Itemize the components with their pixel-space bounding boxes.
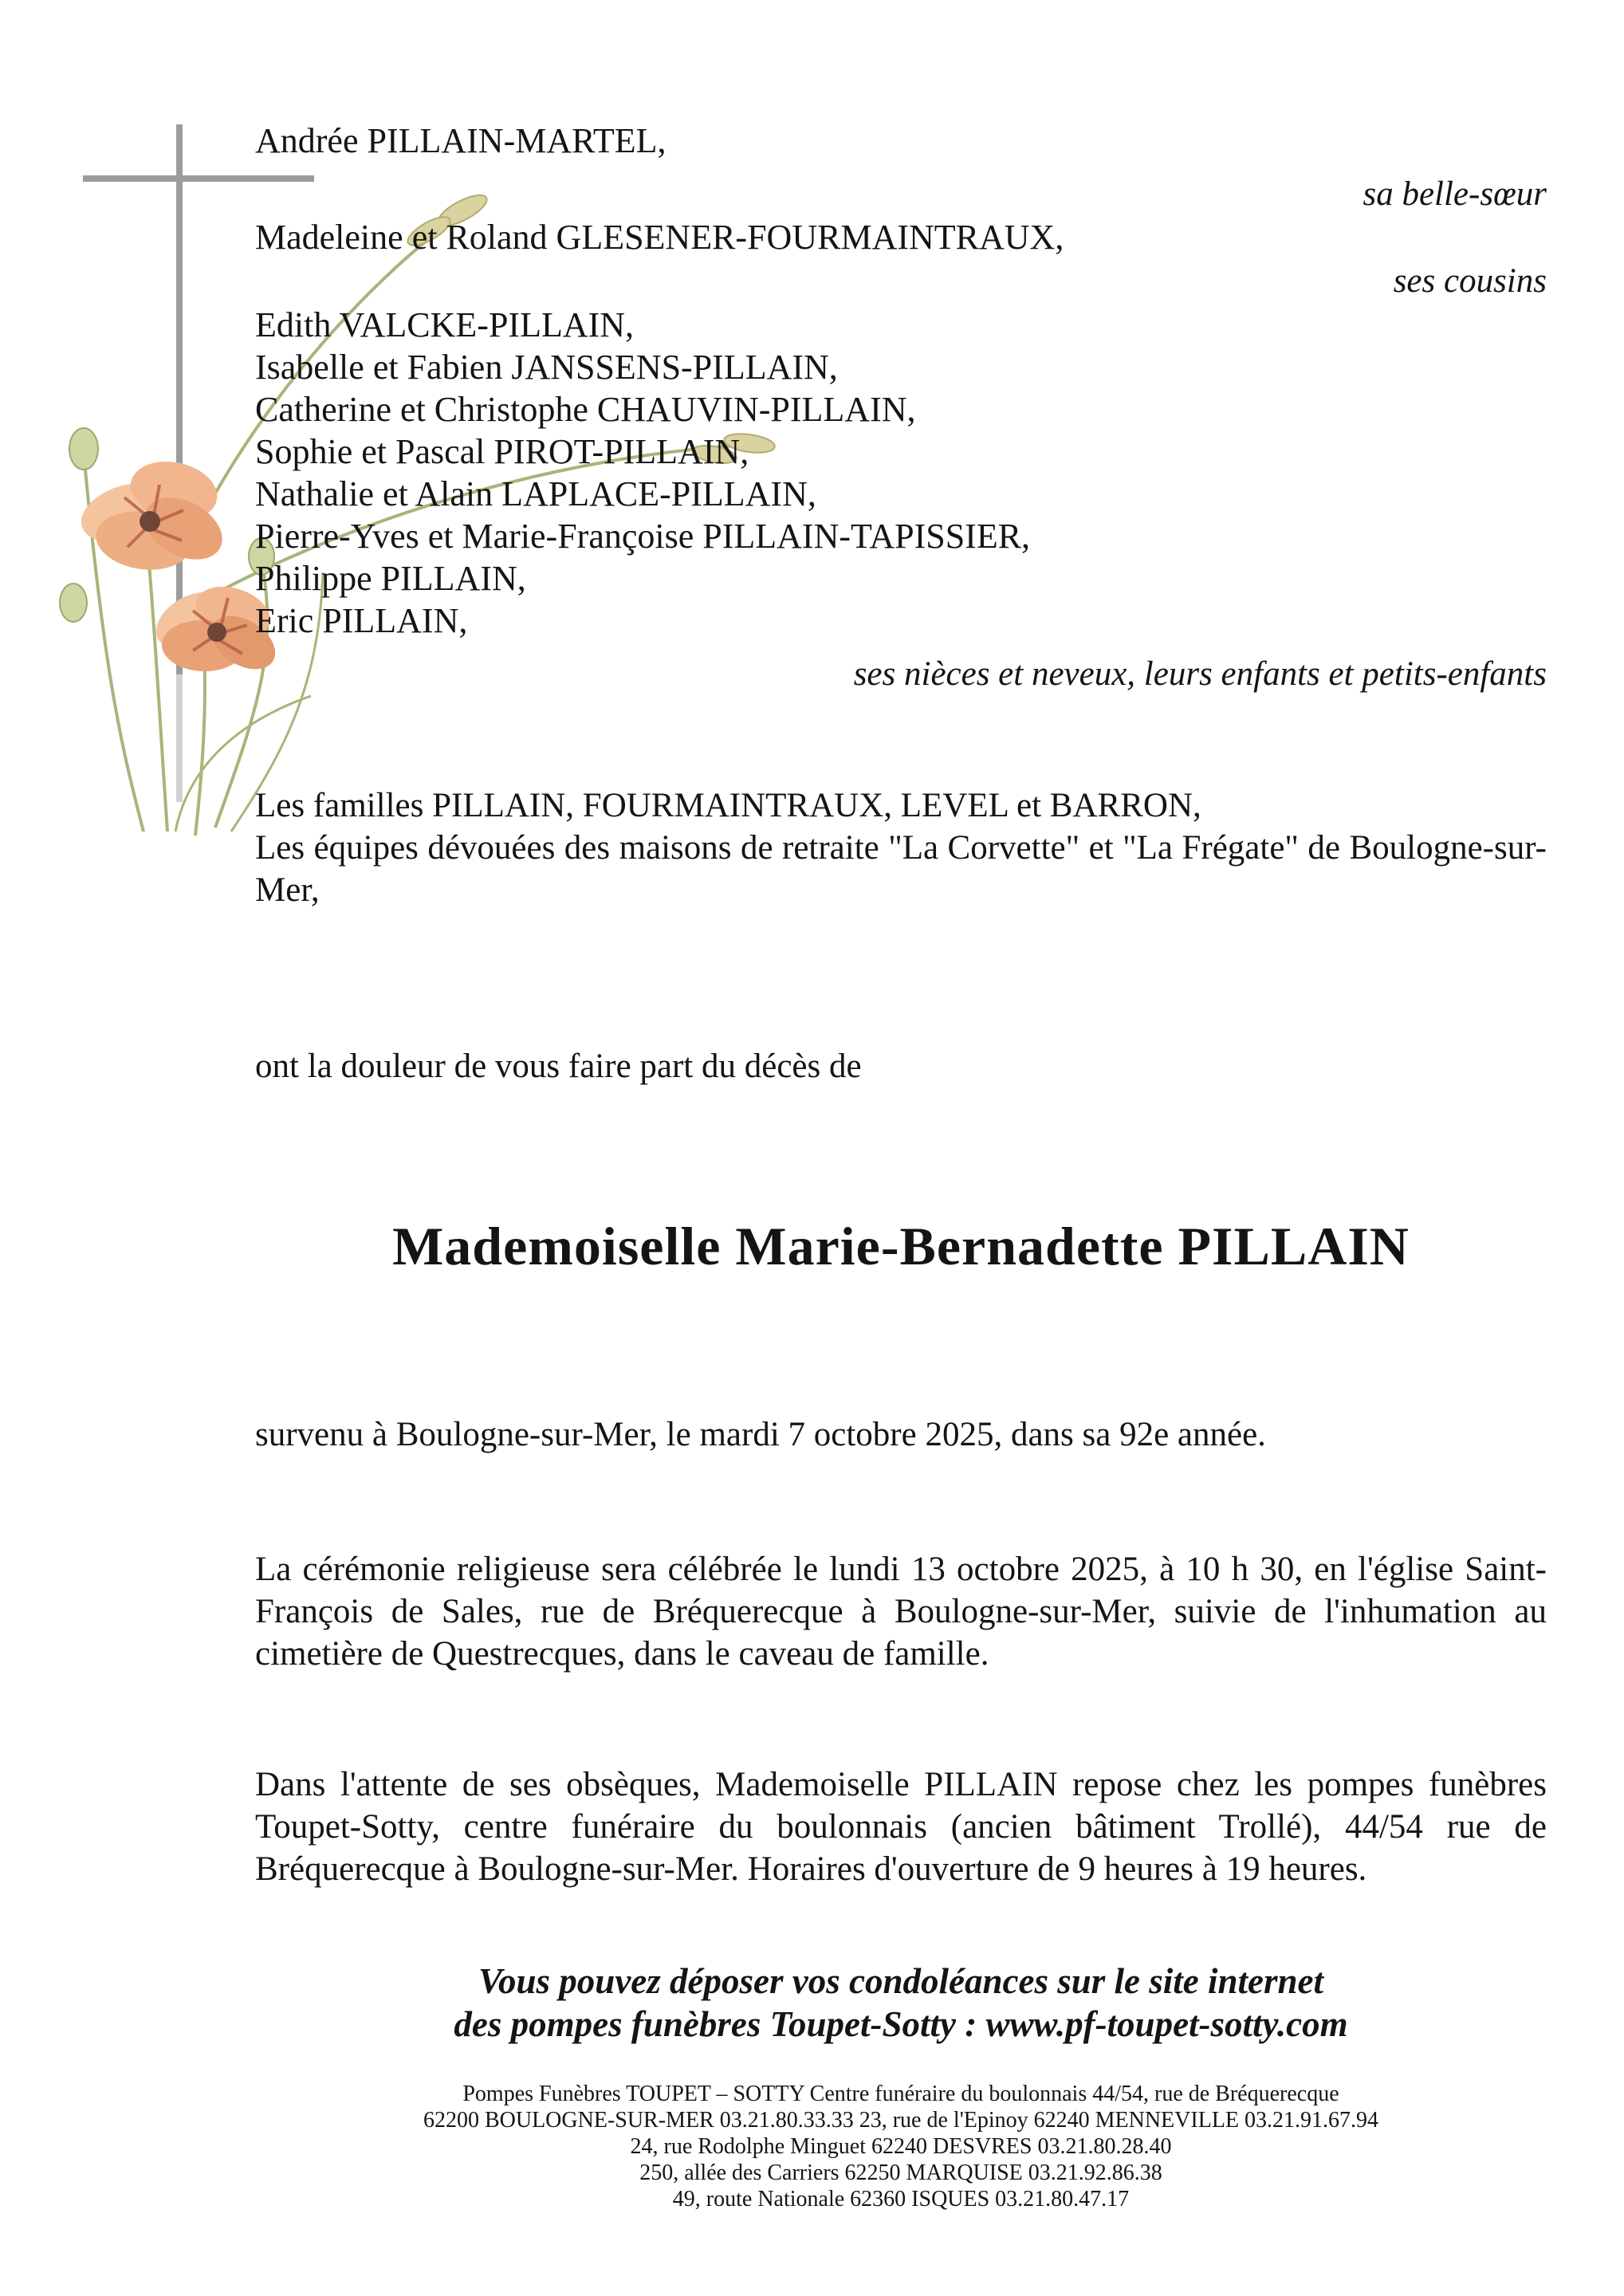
condolences-line-2: des pompes funèbres Toupet-Sotty : www.pf-toupet-sotty.com bbox=[454, 2004, 1348, 2044]
list-item: Nathalie et Alain LAPLACE-PILLAIN, bbox=[255, 474, 816, 513]
footer-line-5: 49, route Nationale 62360 ISQUES 03.21.80.47.17 bbox=[672, 2187, 1130, 2211]
announce-line: ont la douleur de vous faire part du décès de bbox=[255, 1048, 862, 1085]
families-line: Les familles PILLAIN, FOURMAINTRAUX, LEVEL et BARRON, bbox=[255, 787, 1201, 824]
footer-line-1: Pompes Funèbres TOUPET – SOTTY Centre funéraire du boulonnais 44/54, rue de Bréquerecque bbox=[462, 2082, 1339, 2106]
funeral-home-footer bbox=[255, 2081, 1547, 2212]
poppy-flower-icon bbox=[73, 454, 233, 576]
teams-line: Les équipes dévouées des maisons de retraite "La Corvette" et "La Frégate" de Boulogne-sur-Mer, bbox=[255, 829, 1547, 909]
sister-in-law-names: Andrée PILLAIN-MARTEL, bbox=[255, 121, 667, 160]
list-item: Isabelle et Fabien JANSSENS-PILLAIN, bbox=[255, 348, 838, 387]
death-info-line: survenu à Boulogne-sur-Mer, le mardi 7 octobre 2025, dans sa 92e année. bbox=[255, 1416, 1266, 1453]
nieces-nephews-list bbox=[255, 304, 1547, 642]
repose-paragraph: Dans l'attente de ses obsèques, Mademoiselle PILLAIN repose chez les pompes funèbres Toupet-Sotty, centre funéraire du boulonnais (ancien bâtiment Trollé), 44/54 rue de Bréquerecque à Boulogne-sur-Mer. Horaires d'ouverture de 9 heures à 19 heures. bbox=[255, 1766, 1547, 1888]
footer-line-4: 250, allée des Carriers 62250 MARQUISE 03.21.92.86.38 bbox=[639, 2160, 1162, 2185]
condolences-block bbox=[255, 1960, 1547, 2046]
footer-line-3: 24, rue Rodolphe Minguet 62240 DESVRES 03.21.80.28.40 bbox=[630, 2134, 1172, 2159]
deceased-name-title: Mademoiselle Marie-Bernadette PILLAIN bbox=[392, 1216, 1410, 1276]
footer-line-2: 62200 BOULOGNE-SUR-MER 03.21.80.33.33 23, rue de l'Epinoy 62240 MENNEVILLE 03.21.91.67.94 bbox=[423, 2108, 1379, 2133]
relation-belle-soeur: sa belle-sœur bbox=[1363, 175, 1547, 213]
cousins-names: Madeleine et Roland GLESENER-FOURMAINTRAUX, bbox=[255, 218, 1064, 257]
relation-nieces-neveux: ses nièces et neveux, leurs enfants et petits-enfants bbox=[853, 655, 1547, 693]
list-item: Edith VALCKE-PILLAIN, bbox=[255, 305, 635, 344]
condolences-line-1: Vous pouvez déposer vos condoléances sur le site internet bbox=[478, 1961, 1323, 2001]
ceremony-paragraph: La cérémonie religieuse sera célébrée le lundi 13 octobre 2025, à 10 h 30, en l'église Saint-François de Sales, rue de Bréquerecque à Boulogne-sur-Mer, suivie de l'inhumation au cimetière de Questrecques, dans le caveau de famille. bbox=[255, 1551, 1547, 1673]
list-item: Philippe PILLAIN, bbox=[255, 559, 526, 598]
list-item: Eric PILLAIN, bbox=[255, 601, 468, 640]
list-item: Pierre-Yves et Marie-Françoise PILLAIN-TAPISSIER, bbox=[255, 517, 1031, 556]
relation-cousins: ses cousins bbox=[1393, 262, 1547, 300]
list-item: Sophie et Pascal PIROT-PILLAIN, bbox=[255, 432, 749, 471]
list-item: Catherine et Christophe CHAUVIN-PILLAIN, bbox=[255, 390, 916, 429]
